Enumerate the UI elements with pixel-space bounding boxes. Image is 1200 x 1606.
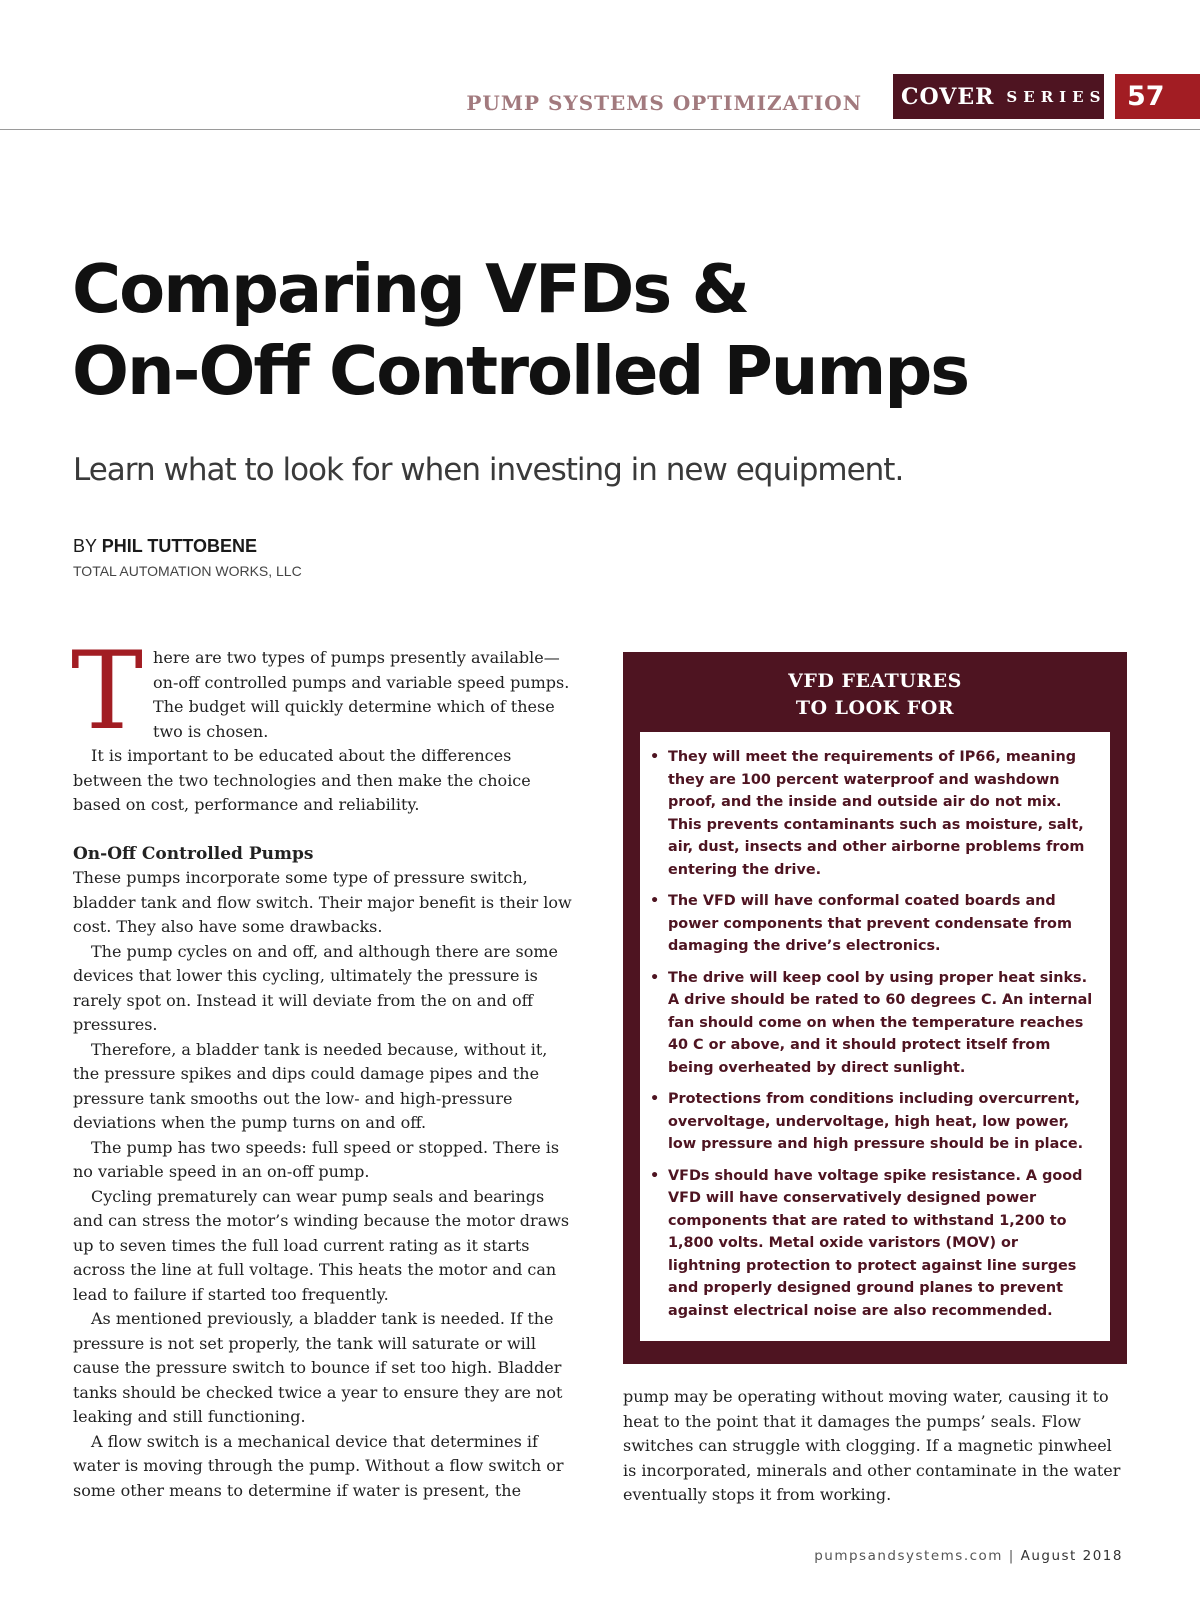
vfd-features-sidebar <box>623 652 1127 1364</box>
feature-text: Protections from conditions including overcurrent, overvoltage, undervoltage, high heat, low power, low pressure and high pressure should be in place. <box>668 1091 1084 1152</box>
body-paragraph: Cycling prematurely can wear pump seals and bearings and can stress the motor’s winding because the motor draws up to seven times the full load current rating as it starts across the line at full voltage. This heats the motor and can lead to failure if started too frequently. <box>73 1186 570 1304</box>
cover-series-badge <box>893 74 1107 119</box>
sidebar-title <box>640 668 1110 722</box>
body-paragraph: The pump has two speeds: full speed or stopped. There is no variable speed in an on-off pump. <box>73 1137 560 1181</box>
feature-item <box>650 967 1094 1080</box>
intro-paragraph <box>71 629 578 754</box>
section-label: PUMP SYSTEMS OPTIMIZATION <box>466 91 862 115</box>
feature-list <box>650 746 1094 1322</box>
sidebar-content <box>640 732 1110 1341</box>
body-paragraph: pump may be operating without moving water, causing it to heat to the point that it damages the pumps’ seals. Flow switches can struggle with clogging. If a magnetic pinwheel is incorporated, minerals and other contaminate in the water eventually stops it from working. <box>623 1387 1121 1504</box>
body-paragraph: A flow switch is a mechanical device that determines if water is moving through the pump. Without a flow switch or some other means to determine if water is present, the <box>73 1431 564 1500</box>
body-paragraph: These pumps incorporate some type of pressure switch, bladder tank and flow switch. Their major benefit is their low cost. They also have some drawbacks. <box>73 868 572 936</box>
feature-item <box>650 1165 1094 1323</box>
sidebar-title-line-1: VFD FEATURES <box>788 670 962 692</box>
title-line-1: Comparing VFDs & <box>72 250 749 328</box>
feature-text: They will meet the requirements of IP66, meaning they are 100 percent waterproof and washdown proof, and the inside and outside air do not mix. This prevents contaminants such as moisture, salt, air, dust, insects and other airborne problems from entering the drive. <box>668 749 1085 878</box>
byline <box>73 536 257 557</box>
header-rule <box>0 129 1200 130</box>
footer-site: pumpsandsystems.com <box>814 1548 1003 1564</box>
body-paragraph: Therefore, a bladder tank is needed because, without it, the pressure spikes and dips could damage pipes and the pressure tank smooths out the low- and high-pressure deviations when the pump turns on and off. <box>73 1039 548 1132</box>
page-footer <box>814 1548 1123 1564</box>
bullet-icon: • <box>650 1091 660 1107</box>
footer-separator: | <box>1002 1548 1021 1564</box>
sidebar-title-line-2: TO LOOK FOR <box>795 697 955 719</box>
cover-word: COVER <box>901 83 995 110</box>
author-name: PHIL TUTTOBENE <box>101 536 258 556</box>
feature-item <box>650 1088 1094 1156</box>
feature-text: VFDs should have voltage spike resistance. A good VFD will have conservatively designed power components that are rated to withstand 1,200 to 1,800 volts. Metal oxide varistors (MOV) or lightning protection to protect against line surges and properly designed ground planes to prevent against electrical noise are also recommended. <box>668 1167 1083 1319</box>
title-line-2: On-Off Controlled Pumps <box>72 332 969 410</box>
by-prefix: BY <box>73 536 97 556</box>
article-subtitle: Learn what to look for when investing in new equipment. <box>73 452 904 488</box>
feature-text: The VFD will have conformal coated boards and power components that prevent condensate from damaging the drive’s electronics. <box>668 893 1072 954</box>
body-column-right <box>623 1385 1128 1508</box>
author-affiliation: TOTAL AUTOMATION WORKS, LLC <box>73 563 302 579</box>
feature-item <box>650 890 1094 958</box>
body-paragraph: The pump cycles on and off, and although there are some devices that lower this cycling, ultimately the pressure is rarely spot on. Instead it will deviate from the on and off pressures. <box>73 941 558 1034</box>
body-paragraph: It is important to be educated about the differences between the two technologies and then make the choice based on cost, performance and reliability. <box>73 746 531 814</box>
feature-text: The drive will keep cool by using proper heat sinks. A drive should be rated to 60 degrees C. An internal fan should come on when the temperature reaches 40 C or above, and it should protect itself from being overheated by direct sunlight. <box>668 969 1093 1076</box>
article-title <box>72 248 968 412</box>
body-paragraph: As mentioned previously, a bladder tank is needed. If the pressure is not set properly, the tank will saturate or will cause the pressure switch to bounce if set too high. Bladder tanks should be checked twice a year to ensure they are not leaking and still functioning. <box>73 1309 563 1426</box>
bullet-icon: • <box>650 969 660 986</box>
body-column-left <box>71 629 578 1503</box>
drop-cap: T <box>71 629 144 754</box>
feature-item <box>650 746 1094 881</box>
page-number: 57 <box>1115 74 1200 119</box>
series-word: SERIES <box>1006 87 1107 106</box>
bullet-icon: • <box>650 1167 660 1184</box>
bullet-icon: • <box>650 893 660 909</box>
intro-text: here are two types of pumps presently available—on-off controlled pumps and variable speed pumps. The budget will quickly determine which of these two is chosen. <box>153 648 570 741</box>
bullet-icon: • <box>650 749 660 765</box>
section-subhead: On-Off Controlled Pumps <box>73 843 314 864</box>
footer-date: August 2018 <box>1020 1548 1123 1564</box>
